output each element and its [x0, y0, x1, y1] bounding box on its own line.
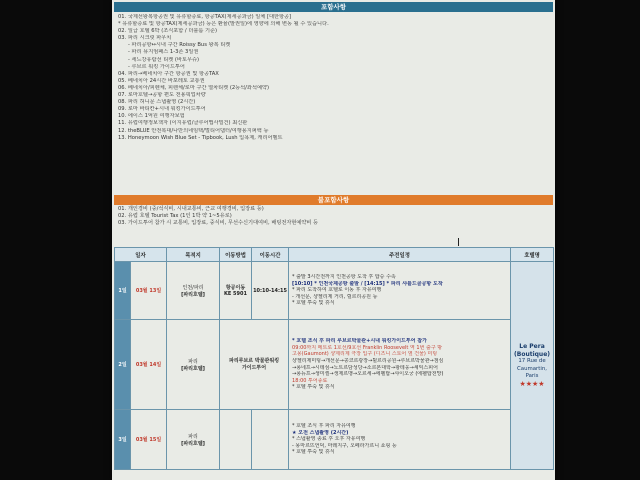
schedule-line: * 호텔 투숙 및 휴식: [292, 384, 335, 391]
included-item: * 유류할증료 및 항공TAX(제세공과금) 등은 환율(발권일)에 영향에 의해 변동 될 수 있습니다.: [118, 21, 329, 28]
day-schedule: [289, 410, 511, 470]
included-item: 09. 로마 바티칸+시내 워킹가이드투어: [118, 106, 206, 113]
header-destination: 목적지: [167, 248, 220, 262]
day-travel-time: 10:10-14:15: [252, 262, 289, 320]
document-page: [112, 0, 555, 480]
header-travel-time: 이동시간: [252, 248, 289, 262]
included-item: 13. Honeymoon Wish Blue Set - Tipbook, Lush 입욕제, 캐리어벨트: [118, 134, 283, 141]
day-transport: [220, 262, 252, 320]
hotel-stars: ★★★★: [519, 379, 545, 388]
header-transport: 이동방법: [220, 248, 252, 262]
included-heading: 포함사항: [320, 3, 347, 11]
day-destination: [167, 410, 220, 470]
destination-hotel: [파리호텔]: [181, 440, 205, 447]
hotel-cell: [511, 262, 554, 470]
schedule-line: * 출발 3시간전까지 인천공항 도착 후 탑승 수속: [292, 274, 396, 281]
schedule-line: - 몽마르뜨언덕, 마레지구, 오페라가르니 쇼핑 등: [292, 442, 397, 449]
hotel-name: Le Pera: [519, 343, 545, 350]
hotel-type: (Boutique): [514, 350, 551, 358]
table-row: [115, 320, 554, 410]
schedule-line: - 개선문, 샹젤리제 거리, 릴르리공원 등: [292, 293, 378, 300]
included-item: 08. 파리 허니문 스냅촬영 (2시간): [118, 99, 196, 106]
included-item: 06. 베네치아/피렌체, 피렌체/로마 구간 열차티켓 (2등석/좌석예약): [118, 84, 270, 91]
excluded-header: [114, 195, 553, 205]
text-cursor: [458, 238, 459, 246]
day-destination: [167, 262, 220, 320]
schedule-line: →퐁뉴프→생미셸→생제르맹→오르세→에펠탑→샤이오궁 (에펠탑전망): [292, 371, 444, 378]
destination-text: 인천/파리: [182, 284, 204, 291]
included-item: - 파리공항↔시내 구간 Roissy Bus 왕복 티켓: [128, 42, 231, 49]
day-number: 3일: [115, 410, 131, 470]
schedule-line: 샹젤리제미팅→개선문→콩코르광장→튈르리공원→루브르박물관→점심: [292, 357, 444, 364]
header-hotel: 호텔명: [511, 248, 554, 262]
included-list: [118, 14, 548, 142]
schedule-line: 09:00까지 메트로 1호선/9호선 Franklin Roosevelt 역 1번 출구 밖: [292, 344, 443, 351]
included-item: 02. 일급 호텔 6박 (조식포함 / 더블룸 기준): [118, 28, 218, 35]
schedule-line: →퐁네프→시테섬→노트르담성당→소르본대학→팡테옹→셰익스피어: [292, 364, 438, 371]
excluded-item: 03. 가이드투어 참가 시 교통비, 입장료, 중식비, 무선수신기대여비, 배팅전자현예약비 등: [118, 220, 319, 227]
included-item: - 세느강유람선 티켓 (바토무슈): [128, 56, 200, 63]
included-item: 11. 유럽여행정보책자 (이지유럽/클루어맵사빌건) 최신판: [118, 120, 248, 127]
schedule-line: [10:10] * 인천국제공항 출발 / [14:15] * 파리 샤를드골공항 도착: [292, 280, 443, 287]
destination-text: 파리: [188, 433, 198, 440]
included-item: 04. 파리→베네치아 구간 항공권 및 항공TAX: [118, 70, 219, 77]
included-item: 01. 국제선왕복항공권 및 유류할증료, 항공TAX(제세공과금) 일체 [대한항공]: [118, 14, 292, 20]
included-item: 05. 베네치아 24시간 바포레토 교통권: [118, 77, 205, 84]
excluded-list: [118, 206, 548, 228]
day-tour: 파리루브르 박물관워킹 가이드투어: [220, 320, 289, 410]
schedule-line: ★ 오전 스냅촬영 (2시간): [292, 429, 349, 436]
day-transport: [220, 410, 252, 470]
day-date: 03월 14일: [131, 320, 167, 410]
day-number: 2일: [115, 320, 131, 410]
excluded-heading: 불포함사항: [317, 196, 350, 204]
included-item: 12. theBLUE 안전복대/나만의네임택/멀티어댑터/여행용지퍼백 등: [118, 127, 269, 134]
day-travel-time: [252, 410, 289, 470]
day-schedule: [289, 262, 511, 320]
transport-mode: 항공이동: [225, 285, 246, 291]
schedule-line: * 호텔 조식 후 파리 자유여행: [292, 423, 356, 430]
excluded-item: 01. 개인경비 (중/석식비, 시내교통비, 근교 여행경비, 입장료 등): [118, 206, 264, 212]
destination-hotel: [파리호텔]: [181, 365, 205, 372]
day-date: 03월 15일: [131, 410, 167, 470]
header-day: 일자: [115, 248, 167, 262]
day-date: 03월 13일: [131, 262, 167, 320]
schedule-line: 18:00 투어종료: [292, 377, 328, 384]
schedule-line: * 호텔 조식 후 파리 루브르박물관+시내 워킹가이드투어 참가: [292, 338, 427, 345]
day-destination: [167, 320, 220, 410]
destination-text: 파리: [188, 358, 198, 365]
schedule-line: * 호텔 투숙 및 휴식: [292, 300, 335, 307]
flight-number: KE 5901: [224, 291, 247, 297]
included-item: 07. 로마호텔→공항 편도 전용픽업차량: [118, 92, 206, 99]
schedule-line: * 호텔 투숙 및 휴식: [292, 449, 335, 456]
header-schedule: 주전일정: [289, 248, 511, 262]
schedule-line: * 스냅촬영 종료 후 오후 자유여행: [292, 436, 366, 443]
included-header: [114, 2, 553, 12]
included-item: - 파리 뮤지엄패스 1-3존 3일권: [128, 49, 199, 56]
schedule-line: 고몽(Gaumont) 샹제리제 극장 입구 (디즈니 스토어 옆 건물) 미팅: [292, 351, 438, 358]
schedule-line: * 파리 도착하여 호텔로 이동 후 자유여행: [292, 287, 382, 294]
destination-hotel: [파리호텔]: [181, 291, 205, 298]
table-row: [115, 410, 554, 470]
table-row: [115, 262, 554, 320]
included-item: - 루브르 워킹 가이드투어: [128, 63, 185, 70]
itinerary-table: [114, 247, 554, 470]
day-schedule: [289, 320, 511, 410]
included-item: 03. 파리 시크릿 파우치: [118, 35, 172, 42]
included-item: 10. 에이스 1억원 여행자보험: [118, 113, 185, 120]
excluded-item: 02. 유럽 호텔 Tourist Tax (1인 1박 약 1~5유로): [118, 213, 232, 220]
table-header-row: [115, 248, 554, 262]
day-number: 1일: [115, 262, 131, 320]
hotel-address: 17 Rue de Caumartin, Paris: [517, 358, 548, 379]
